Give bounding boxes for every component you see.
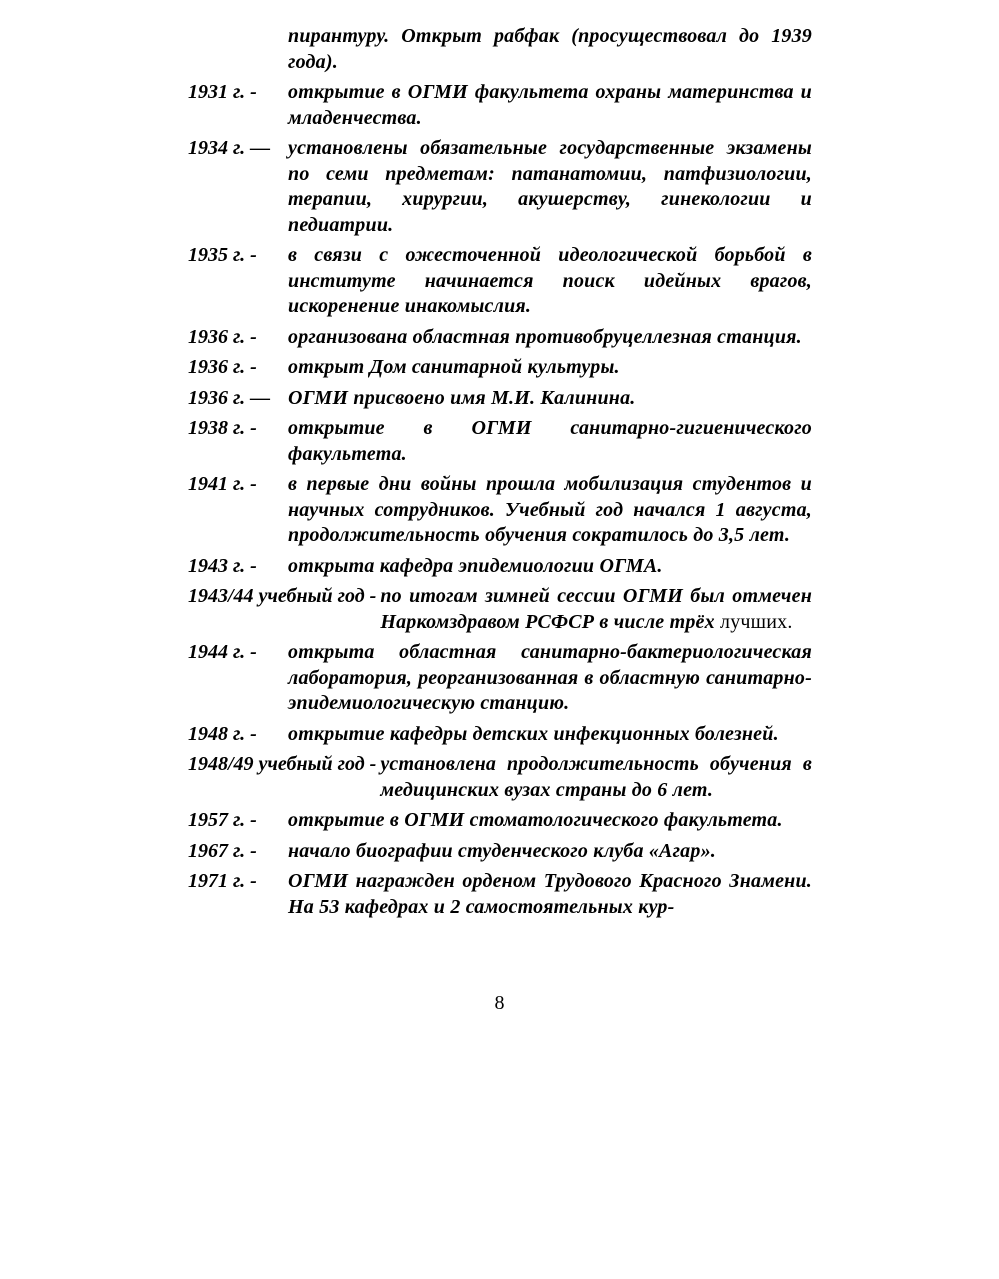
entry-date: 1936 г. -	[188, 356, 257, 378]
entry-text: начало биографии студенческого клуба «Агар».	[288, 839, 716, 862]
entry-text: установлена продолжительность обучения в медицинских вузах страны до 6 лет.	[380, 753, 812, 801]
entry-text: открытие в ОГМИ санитарно-гигиенического факультета.	[288, 417, 812, 465]
list-item	[188, 24, 812, 75]
list-item	[188, 355, 812, 381]
entry-text	[380, 584, 812, 635]
entry-text: открытие в ОГМИ факультета охраны материнства и младенчества.	[288, 81, 812, 129]
entry-text-main: по итогам зимней сессии ОГМИ был отмечен Наркомздравом РСФСР в числе трёх	[380, 585, 812, 633]
entry-date: 1934 г. —	[188, 137, 271, 159]
entry-date: 1957 г. -	[188, 809, 257, 831]
entry-text: открыта областная санитарно-бактериологическая лаборатория, реорганизованная в областную санитарно-эпидемиологическую станцию.	[288, 641, 812, 714]
list-item	[188, 869, 812, 920]
list-item	[188, 416, 812, 467]
list-item	[188, 136, 812, 238]
list-item	[188, 752, 812, 803]
list-item	[188, 839, 812, 865]
entry-text: организована областная противобруцеллезная станция.	[288, 325, 802, 348]
entry-date: 1931 г. -	[188, 81, 257, 103]
entry-text: ОГМИ присвоено имя М.И. Калинина.	[288, 386, 636, 409]
entry-text: в первые дни войны прошла мобилизация студентов и научных сотрудников. Учебный год начался 1 августа, продолжительность обучения сократилось до 3,5 лет.	[288, 473, 812, 546]
list-item	[188, 722, 812, 748]
entry-text: установлены обязательные государственные экзамены по семи предметам: патанатомии, патфизиологии, терапии, хирургии, акушерству, гинекологии и педиатрии.	[288, 137, 812, 236]
entry-date: 1941 г. -	[188, 473, 257, 495]
entry-date: 1967 г. -	[188, 839, 257, 862]
list-item	[188, 325, 812, 351]
list-item	[188, 472, 812, 549]
entry-date: 1935 г. -	[188, 244, 257, 266]
entry-text: в связи с ожесточенной идеологической борьбой в институте начинается поиск идейных врагов, искоренение инакомыслия.	[288, 244, 812, 317]
list-item	[188, 243, 812, 320]
entry-text: открытие в ОГМИ стоматологического факультета.	[288, 809, 783, 831]
entry-text: открыта кафедра эпидемиологии ОГМА.	[288, 554, 663, 577]
list-item	[188, 584, 812, 635]
entry-text: открытие кафедры детских инфекционных болезней.	[288, 722, 779, 745]
entry-date: 1936 г. -	[188, 325, 257, 348]
list-item	[188, 808, 812, 834]
chronology-list	[188, 24, 812, 925]
entry-text: пирантуру. Открыт рабфак (просуществовал до 1939 года).	[288, 25, 812, 73]
page-number: 8	[494, 992, 505, 1014]
entry-text: открыт Дом санитарной культуры.	[288, 356, 620, 378]
entry-date: 1948 г. -	[188, 722, 257, 745]
list-item	[188, 554, 812, 580]
list-item	[188, 640, 812, 717]
entry-date: 1971 г. -	[188, 870, 257, 892]
list-item	[188, 386, 812, 412]
entry-date: 1936 г. —	[188, 386, 271, 409]
entry-date: 1938 г. -	[188, 417, 257, 439]
entry-date: 1943/44 учебный год -	[188, 585, 377, 607]
entry-text-tail: лучших.	[714, 610, 793, 633]
entry-date: 1943 г. -	[188, 554, 257, 577]
entry-text: ОГМИ награжден орденом Трудового Красного Знамени. На 53 кафедрах и 2 самостоятельных кур-	[288, 870, 812, 918]
entry-date: 1948/49 учебный год -	[188, 753, 377, 775]
entry-date: 1944 г. -	[188, 641, 257, 663]
list-item	[188, 80, 812, 131]
